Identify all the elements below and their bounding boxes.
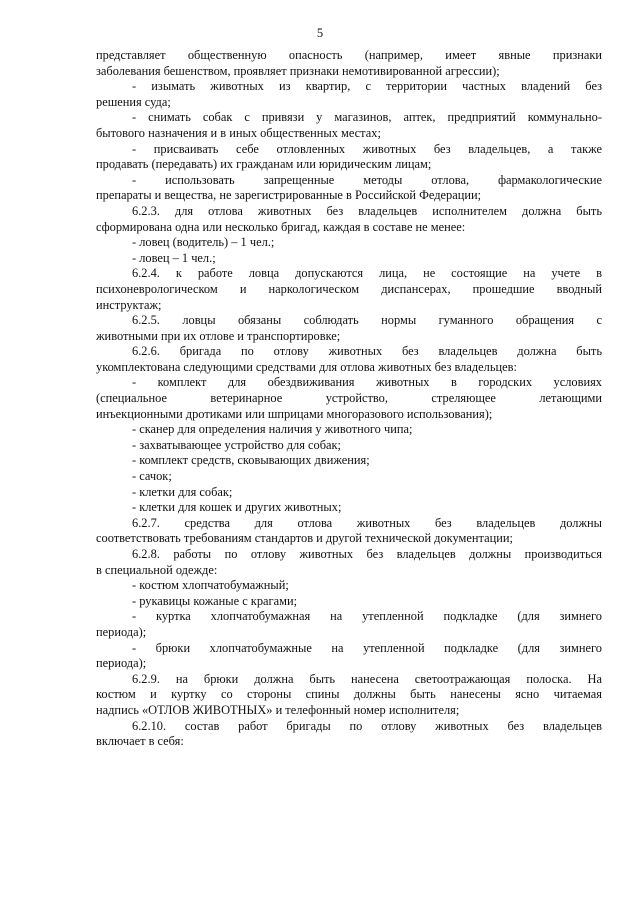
text-line: - рукавицы кожаные с крагами; (132, 593, 298, 608)
text-line: надпись «ОТЛОВ ЖИВОТНЫХ» и телефонный номер исполнителя; (96, 702, 460, 717)
text-line: - клетки для кошек и других животных; (132, 500, 342, 515)
document-body (96, 48, 602, 750)
text-line: - комплект для обездвиживания животных в городских условиях (132, 375, 602, 390)
text-line: - присваивать себе отловленных животных без владельцев, а также (132, 141, 602, 156)
text-line: - ловец – 1 чел.; (132, 250, 216, 265)
text-line: - захватывающее устройство для собак; (132, 437, 342, 452)
text-line: - изымать животных из квартир, с территории частных владений без (132, 79, 602, 94)
text-line: - сачок; (132, 469, 172, 484)
text-line: решения суда; (96, 94, 171, 109)
page-number: 5 (316, 26, 324, 40)
text-line: (специальное ветеринарное устройство, стреляющее летающими (96, 391, 602, 406)
text-line: психоневрологическом и наркологическом диспансерах, прошедшие вводный (96, 281, 602, 296)
text-line: - костюм хлопчатобумажный; (132, 578, 289, 593)
text-line: - использовать запрещенные методы отлова, фармакологические (132, 172, 602, 187)
text-line: заболевания бешенством, проявляет признаки немотивированной агрессии); (96, 63, 500, 78)
text-line: 6.2.7. средства для отлова животных без владельцев должны (132, 515, 602, 530)
text-line: инструктаж; (96, 297, 162, 312)
text-line: костюм и куртку со стороны спины должны быть нанесены ясно читаемая (96, 687, 602, 702)
text-line: - снимать собак с привязи у магазинов, аптек, предприятий коммунально- (132, 110, 602, 125)
text-line: 6.2.3. для отлова животных без владельцев исполнителем должна быть (132, 203, 602, 218)
text-line: бытового назначения и в иных общественных местах; (96, 125, 381, 140)
text-line: сформирована одна или несколько бригад, каждая в составе не менее: (96, 219, 466, 234)
text-line: инъекционными дротиками или шприцами многоразового использования); (96, 406, 493, 421)
text-line: 6.2.8. работы по отлову животных без владельцев должны производиться (132, 547, 602, 561)
text-line: - сканер для определения наличия у животного чипа; (132, 422, 413, 437)
text-line: укомплектована следующими средствами для отлова животных без владельцев: (96, 359, 517, 374)
text-line: периода); (96, 624, 147, 639)
text-line: в специальной одежде: (96, 562, 218, 577)
text-line: - куртка хлопчатобумажная на утепленной подкладке (для зимнего (132, 609, 602, 624)
text-line: - комплект средств, сковывающих движения; (132, 453, 370, 468)
text-line: препараты и вещества, не зарегистрированные в Российской Федерации; (96, 188, 482, 203)
text-line: - ловец (водитель) – 1 чел.; (132, 235, 275, 250)
text-line: 6.2.10. состав работ бригады по отлову животных без владельцев (132, 718, 602, 733)
text-line: 6.2.9. на брюки должна быть нанесена светоотражающая полоска. На (132, 671, 602, 686)
text-line: включает в себя: (96, 734, 184, 749)
text-line: животными при их отлове и транспортировке; (96, 328, 341, 343)
text-line: 6.2.6. бригада по отлову животных без владельцев должна быть (132, 344, 602, 359)
text-line: периода); (96, 656, 147, 671)
text-line: - клетки для собак; (132, 484, 233, 499)
text-line: 6.2.4. к работе ловца допускаются лица, не состоящие на учете в (132, 266, 602, 281)
text-line: продавать (передавать) их гражданам или юридическим лицам; (96, 157, 432, 172)
text-line: представляет общественную опасность (например, имеет явные признаки (96, 48, 602, 62)
text-line: соответствовать требованиям стандартов и другой технической документации; (96, 531, 513, 546)
text-line: 6.2.5. ловцы обязаны соблюдать нормы гуманного обращения с (132, 313, 602, 328)
text-line: - брюки хлопчатобумажные на утепленной подкладке (для зимнего (132, 640, 602, 655)
